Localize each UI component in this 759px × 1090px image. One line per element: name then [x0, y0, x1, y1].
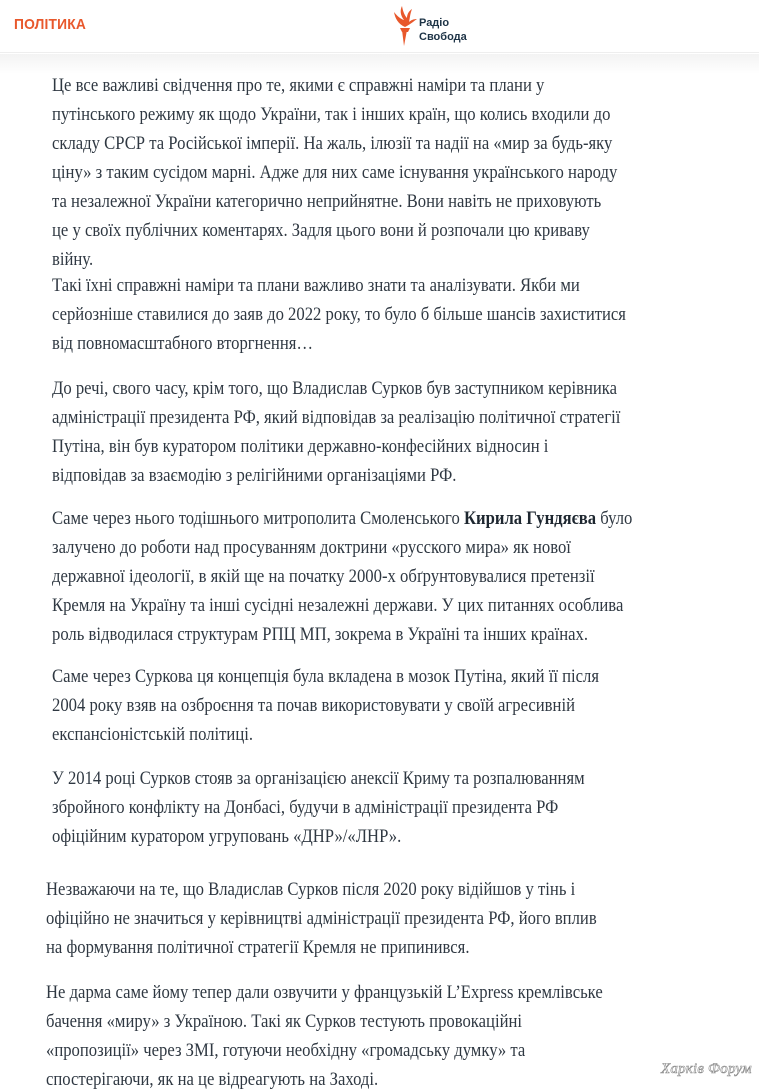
- paragraph-7: Незважаючи на те, що Владислав Сурков після 2020 року відійшов у тінь і офіційно не значиться у керівництві адміністрації президента РФ, його вплив на формування політичної стратегії Кремля не припинився.: [46, 880, 597, 958]
- bold-name-kyrylo-gundyaev: Кирила Гундяєва: [463, 509, 597, 529]
- paragraph-4: Саме через нього тодішнього митрополита Смоленського Кирила Гундяєва було залучено до роботи над просуванням доктрини «русского мира» як нової державної ідеології, в якій ще на початку 2000-х обґрунтовувалися претензії Кремля на Україну та інші сусідні незалежні держави. У цих питаннях особлива роль відводилася структурам РПЦ МП, зокрема в Україні та інших країнах.: [52, 509, 633, 645]
- paragraph-6: У 2014 році Сурков стояв за організацією анексії Криму та розпалюванням збройного конфлікту на Донбасі, будучи в адміністрації президента РФ офіційним куратором угруповань «ДНР»/«ЛНР».: [52, 769, 585, 847]
- logo-line-1: Радіо: [419, 17, 450, 29]
- section-label-politics[interactable]: ПОЛІТИКА: [14, 16, 87, 33]
- site-header: [0, 0, 759, 53]
- logo-line-2: Свобода: [419, 31, 467, 43]
- paragraph-5: Саме через Суркова ця концепція була вкладена в мозок Путіна, який її після 2004 року взяв на озброєння та почав використовувати у своїй агресивній експансіоністській політиці.: [52, 667, 600, 745]
- radio-svoboda-logo[interactable]: [392, 6, 482, 48]
- paragraph-2: Такі їхні справжні наміри та плани важливо знати та аналізувати. Якби ми серйозніше ставилися до заяв до 2022 року, то було б більше шансів захиститися від повномасштабного вторгнення…: [52, 276, 626, 354]
- watermark-kharkiv-forum: Харків Форум: [661, 1061, 752, 1077]
- header-shadow: [0, 54, 759, 74]
- torch-icon: [392, 6, 418, 48]
- paragraph-3: До речі, свого часу, крім того, що Владислав Сурков був заступником керівника адміністрації президента РФ, який відповідав за реалізацію політичної стратегії Путіна, він був куратором політики державно-конфесійних відносин і відповідав за взаємодію з релігійними організаціями РФ.: [52, 379, 621, 486]
- paragraph-1: Це все важливі свідчення про те, якими є справжні наміри та плани у путінського режиму як щодо України, так і інших країн, що колись входили до складу СРСР та Російської імперії. На жаль, ілюзії та надії на «мир за будь-яку ціну» з таким сусідом марні. Адже для них саме існування українського народу та незалежної України категорично неприйнятне. Вони навіть не приховують це у своїх публічних коментарях. Задля цього вони й розпочали цю криваву війну.: [52, 76, 618, 270]
- paragraph-8: Не дарма саме йому тепер дали озвучити у французькій L’Express кремлівське бачення «миру» з Україною. Такі як Сурков тестують провокаційні «пропозиції» через ЗМІ, готуючи необхідну «громадську думку» та спостерігаючи, як на це відреагують на Заході.: [46, 983, 603, 1090]
